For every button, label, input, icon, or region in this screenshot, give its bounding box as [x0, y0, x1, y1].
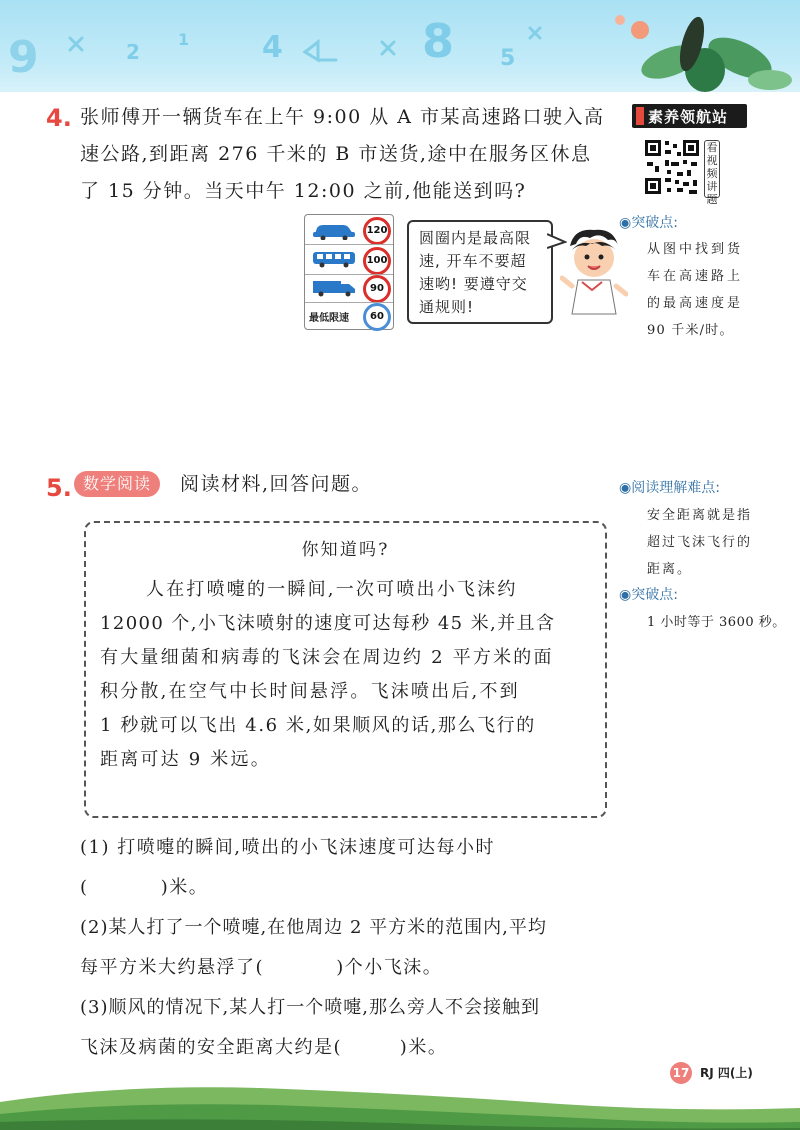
- question-4-line: 了 15 分钟。当天中午 12:00 之前,他能送到吗?: [80, 180, 527, 202]
- qr-caption: 看视频讲题: [704, 140, 720, 198]
- side4-label: 突破点:: [631, 215, 678, 231]
- brand-badge: [632, 104, 747, 128]
- deco-symbols-icon: [60, 20, 620, 80]
- min-speed-label: 最低限速: [309, 313, 349, 324]
- side5-line: 1 小时等于 3600 秒。: [647, 615, 786, 630]
- sub-question-1-answer[interactable]: ( )米。: [80, 877, 209, 898]
- deco-digit: 4: [262, 30, 283, 65]
- page-header-banner: [0, 0, 800, 92]
- side4-label-row: [619, 212, 678, 232]
- speed-circle-bus: 100: [363, 247, 391, 275]
- reading-material-box: [84, 521, 607, 818]
- speed-circle-truck: 90: [363, 275, 391, 303]
- question-5-number: 5.: [46, 474, 72, 502]
- reading-line: 1 秒就可以飞出 4.6 米,如果顺风的话,那么飞行的: [100, 715, 536, 736]
- truck-icon: [311, 278, 357, 298]
- side5-bullet-icon: ◉: [619, 587, 632, 603]
- reading-line: 有大量细菌和病毒的飞沫会在周边约 2 平方米的面: [100, 647, 554, 668]
- reading-line: 距离可达 9 米远。: [100, 749, 271, 770]
- qr-code[interactable]: [643, 138, 701, 196]
- brand-marker-icon: [636, 107, 644, 125]
- side4-line: 车在高速路上: [647, 269, 744, 284]
- bubble-line: 通规则!: [419, 298, 475, 316]
- speech-bubble: [407, 220, 553, 324]
- reading-box-title: 你知道吗?: [301, 540, 390, 560]
- side4-bullet-icon: ◉: [619, 215, 632, 231]
- question-4-line: 速公路,到距离 276 千米的 B 市送货,途中在服务区休息: [80, 143, 592, 165]
- bubble-line: 速, 开车不要超: [419, 252, 527, 270]
- question-4-line: 张师傅开一辆货车在上午 9:00 从 A 市某高速路口驶入高: [80, 106, 605, 128]
- deco-digit: 9: [8, 32, 39, 83]
- side5-label2-row: [619, 584, 678, 604]
- sub-questions: [80, 828, 640, 1068]
- bubble-line: 圆圈内是最高限: [419, 229, 532, 247]
- plant-decoration-icon: [600, 0, 800, 92]
- speed-limit-sign: [304, 214, 394, 330]
- side4-text: [647, 236, 767, 344]
- sub-question-3-line: (3)顺风的情况下,某人打一个喷嚏,那么旁人不会接触到: [80, 997, 540, 1018]
- deco-digit: 2: [126, 40, 140, 64]
- deco-digit: 1: [178, 30, 190, 49]
- side5-label1: 阅读理解难点:: [631, 480, 720, 496]
- deco-digit: 8: [422, 14, 455, 68]
- question-4-text: [80, 99, 640, 210]
- side5-bullet-icon: ◉: [619, 480, 632, 496]
- boy-character-icon: [560, 224, 628, 324]
- side4-line: 的最高速度是: [647, 296, 744, 311]
- qr-code-icon: [643, 138, 701, 196]
- reading-box-body: [100, 573, 600, 777]
- side5-line: 超过飞沫飞行的: [647, 535, 753, 550]
- sub-question-2-line: (2)某人打了一个喷嚏,在他周边 2 平方米的范围内,平均: [80, 917, 547, 938]
- brand-title: 素养领航站: [648, 108, 729, 126]
- side5-text2: [647, 609, 787, 636]
- car-icon: [311, 220, 357, 240]
- side4-line: 从图中找到货: [647, 242, 744, 257]
- bus-icon: [311, 249, 357, 269]
- side4-line: 90 千米/时。: [647, 323, 734, 338]
- bubble-line: 速哟! 要遵守交: [419, 275, 528, 293]
- sub-question-3-answer[interactable]: 飞沫及病菌的安全距离大约是( )米。: [80, 1037, 448, 1058]
- deco-digit: 5: [500, 46, 516, 71]
- sign-divider: [305, 244, 393, 245]
- speed-circle-min: 60: [363, 303, 391, 331]
- footer-grass-decoration: [0, 1040, 800, 1130]
- reading-line: 人在打喷嚏的一瞬间,一次可喷出小飞沫约: [146, 579, 518, 600]
- math-reading-tag: 数学阅读: [74, 471, 160, 497]
- speed-circle-car: 120: [363, 217, 391, 245]
- side5-text1: [647, 502, 772, 583]
- sub-question-1-line: (1) 打喷嚏的瞬间,喷出的小飞沫速度可达每小时: [80, 837, 495, 858]
- edition-label: RJ 四(上): [694, 1062, 759, 1084]
- sub-question-2-answer[interactable]: 每平方米大约悬浮了( )个小飞沫。: [80, 957, 443, 978]
- question-5-prompt: 阅读材料,回答问题。: [180, 473, 373, 495]
- side5-line: 距离。: [647, 562, 693, 577]
- side5-line: 安全距离就是指: [647, 508, 753, 523]
- page-number: 17: [670, 1062, 692, 1084]
- reading-line: 积分散,在空气中长时间悬浮。飞沫喷出后,不到: [100, 681, 520, 702]
- side5-label2: 突破点:: [631, 587, 678, 603]
- side5-label1-row: [619, 477, 720, 497]
- reading-line: 12000 个,小飞沫喷射的速度可达每秒 45 米,并且含: [100, 613, 556, 634]
- question-4-number: 4.: [46, 104, 72, 132]
